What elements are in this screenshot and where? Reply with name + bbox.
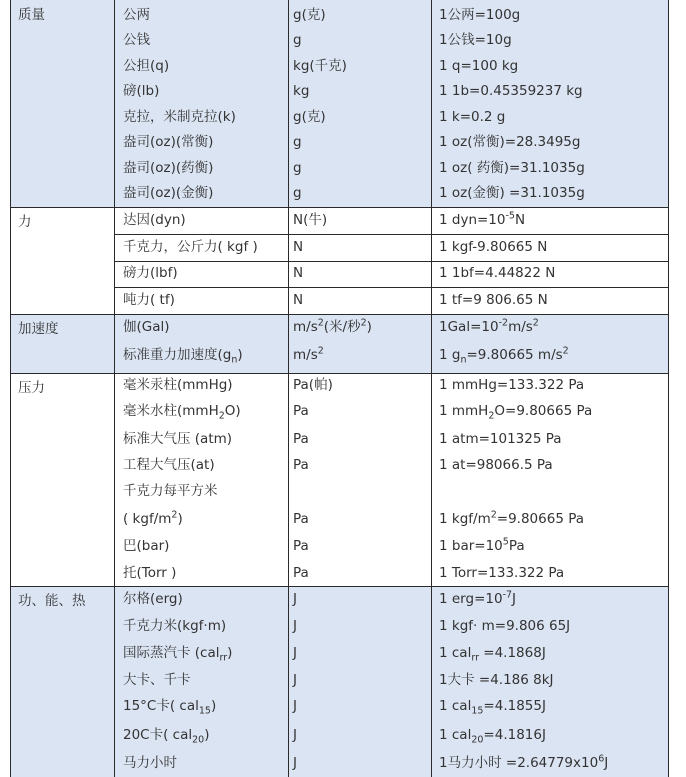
unit-name: 磅力(lbf) [123,265,178,281]
unit-name: 工程大气压(at) [123,457,215,473]
conversion-relation: 1 mmH$_2$O=9.80665 Pa [439,403,593,422]
si-unit: J [293,698,297,714]
section-body [114,314,669,373]
si-unit: Pa [293,457,309,473]
conversion-relation: 1 at=98066.5 Pa [439,457,553,473]
column-divider [431,0,432,777]
unit-name: 盎司(oz)(金衡) [123,185,214,201]
section-category: 质量 [18,7,45,23]
si-unit: J [293,727,297,743]
unit-conversion-table [10,0,669,777]
si-unit: $m/s^2$(米/秒$^2$) [293,317,372,335]
column-divider [10,0,11,777]
si-unit: g [293,134,302,150]
row-divider [114,287,669,288]
si-unit: N(牛) [293,212,328,228]
unit-name: 毫米汞柱(mmHg) [123,377,233,393]
unit-name: 盎司(oz)(常衡) [123,134,214,150]
unit-name: 标准大气压 (atm) [123,431,233,447]
unit-name: 标准重力加速度$(g_n)$ [123,347,243,366]
conversion-relation: 1 $dyn=10^{-5}N$ [439,210,526,228]
conversion-relation: 1马力小时 $=2.64779x10^6J$ [439,753,609,771]
si-unit: J [293,755,297,771]
si-unit: kg [293,83,310,99]
unit-name: 伽(Gal) [123,319,170,335]
si-unit: Pa(帕) [293,377,333,393]
conversion-relation: 1 tf=9 806.65 N [439,292,548,308]
unit-name: 千克力，公斤力( kgf ) [123,239,258,255]
unit-name: 巴(bar) [123,538,170,554]
si-unit: Pa [293,403,309,419]
conversion-relation: 1 Torr=133.322 Pa [439,565,565,581]
conversion-relation: 1 q=100 kg [439,58,519,74]
si-unit: g [293,32,302,48]
si-unit: J [293,591,297,607]
unit-name: 达因(dyn) [123,212,186,228]
column-divider [288,0,289,777]
si-unit: N [293,265,304,281]
conversion-relation: 1 $erg=10^{-7}J$ [439,589,517,607]
si-unit: Pa [293,511,309,527]
unit-name: 盎司(oz)(药衡) [123,160,214,176]
row-divider [114,261,669,262]
section-divider [10,314,669,315]
unit-name: 15°C卡( cal$_{15}$) [123,698,217,717]
unit-name: ( kgf/$m^2$) [123,509,183,527]
si-unit: $m/s^2$ [293,345,324,363]
section-divider [10,373,669,374]
unit-name: 磅(lb) [123,83,160,99]
unit-name: 公两 [123,7,150,23]
unit-name: 国际蒸汽卡 (cal$_{rr}$) [123,645,233,664]
section-body [114,586,669,777]
conversion-relation: 1公钱=10g [439,32,512,48]
conversion-relation: $1Gal=10^{-2}m/s^2$ [439,317,539,335]
conversion-relation: 1 cal$_{rr}$ =4.1868J [439,645,546,664]
si-unit: J [293,672,297,688]
unit-name: 尔格(erg) [123,591,183,607]
conversion-relation: 1 atm=101325 Pa [439,431,562,447]
conversion-relation: 1 1b=0.45359237 kg [439,83,583,99]
unit-name: 马力小时 [123,755,177,771]
unit-name: 大卡、千卡 [123,672,191,688]
category-cell [10,373,114,586]
conversion-relation: 1 kgf-9.80665 N [439,239,548,255]
si-unit: Pa [293,431,309,447]
si-unit: kg(千克) [293,58,347,74]
conversion-relation: 1 cal$_{15}$=4.1855J [439,698,546,717]
si-unit: g(克) [293,7,326,23]
conversion-relation: 1 oz(金衡) =31.1035g [439,185,585,201]
si-unit: g [293,185,302,201]
si-unit: J [293,618,297,634]
category-cell [10,0,114,207]
section-category: 力 [18,214,32,230]
si-unit: g [293,160,302,176]
unit-name: 托(Torr ) [123,565,177,581]
si-unit: Pa [293,565,309,581]
si-unit: g(克) [293,109,326,125]
si-unit: Pa [293,538,309,554]
unit-name: 20C卡( cal$_{20}$) [123,727,210,746]
conversion-relation: 1 oz(常衡)=28.3495g [439,134,581,150]
conversion-relation: 1 kgf· m=9.806 65J [439,618,571,634]
section-category: 功、能、热 [18,593,86,609]
unit-name: 毫米水柱(mmH$_2$O) [123,403,241,422]
category-cell [10,586,114,777]
conversion-relation: 1 kgf/$m^2=9.80665$ Pa [439,509,585,527]
column-divider [668,0,669,777]
column-divider [114,0,115,777]
unit-name: 千克力米(kgf·m) [123,618,227,634]
unit-name: 公担(q) [123,58,170,74]
conversion-relation: 1 oz( 药衡)=31.1035g [439,160,585,176]
section-category: 压力 [18,380,45,396]
si-unit: J [293,645,297,661]
conversion-relation: 1公两=100g [439,7,521,23]
unit-name: 公钱 [123,32,150,48]
conversion-relation: 1 cal$_{20}$=4.1816J [439,727,546,746]
conversion-relation: 1 $g_n=9.80665$ $m/s^2$ [439,345,569,366]
conversion-relation: 1大卡 =4.186 8kJ [439,672,554,688]
conversion-relation: 1 k=0.2 g [439,109,506,125]
unit-name: 克拉，米制克拉(k) [123,109,236,125]
conversion-relation: 1 1bf=4.44822 N [439,265,556,281]
unit-name: 吨力( tf) [123,292,175,308]
row-divider [114,234,669,235]
section-divider [10,586,669,587]
conversion-relation: 1 mmHg=133.322 Pa [439,377,585,393]
conversion-relation: 1 $bar=10^5Pa$ [439,536,525,554]
section-category: 加速度 [18,321,59,337]
si-unit: N [293,292,304,308]
si-unit: N [293,239,304,255]
section-divider [10,207,669,208]
unit-name: 千克力每平方米 [123,483,218,499]
